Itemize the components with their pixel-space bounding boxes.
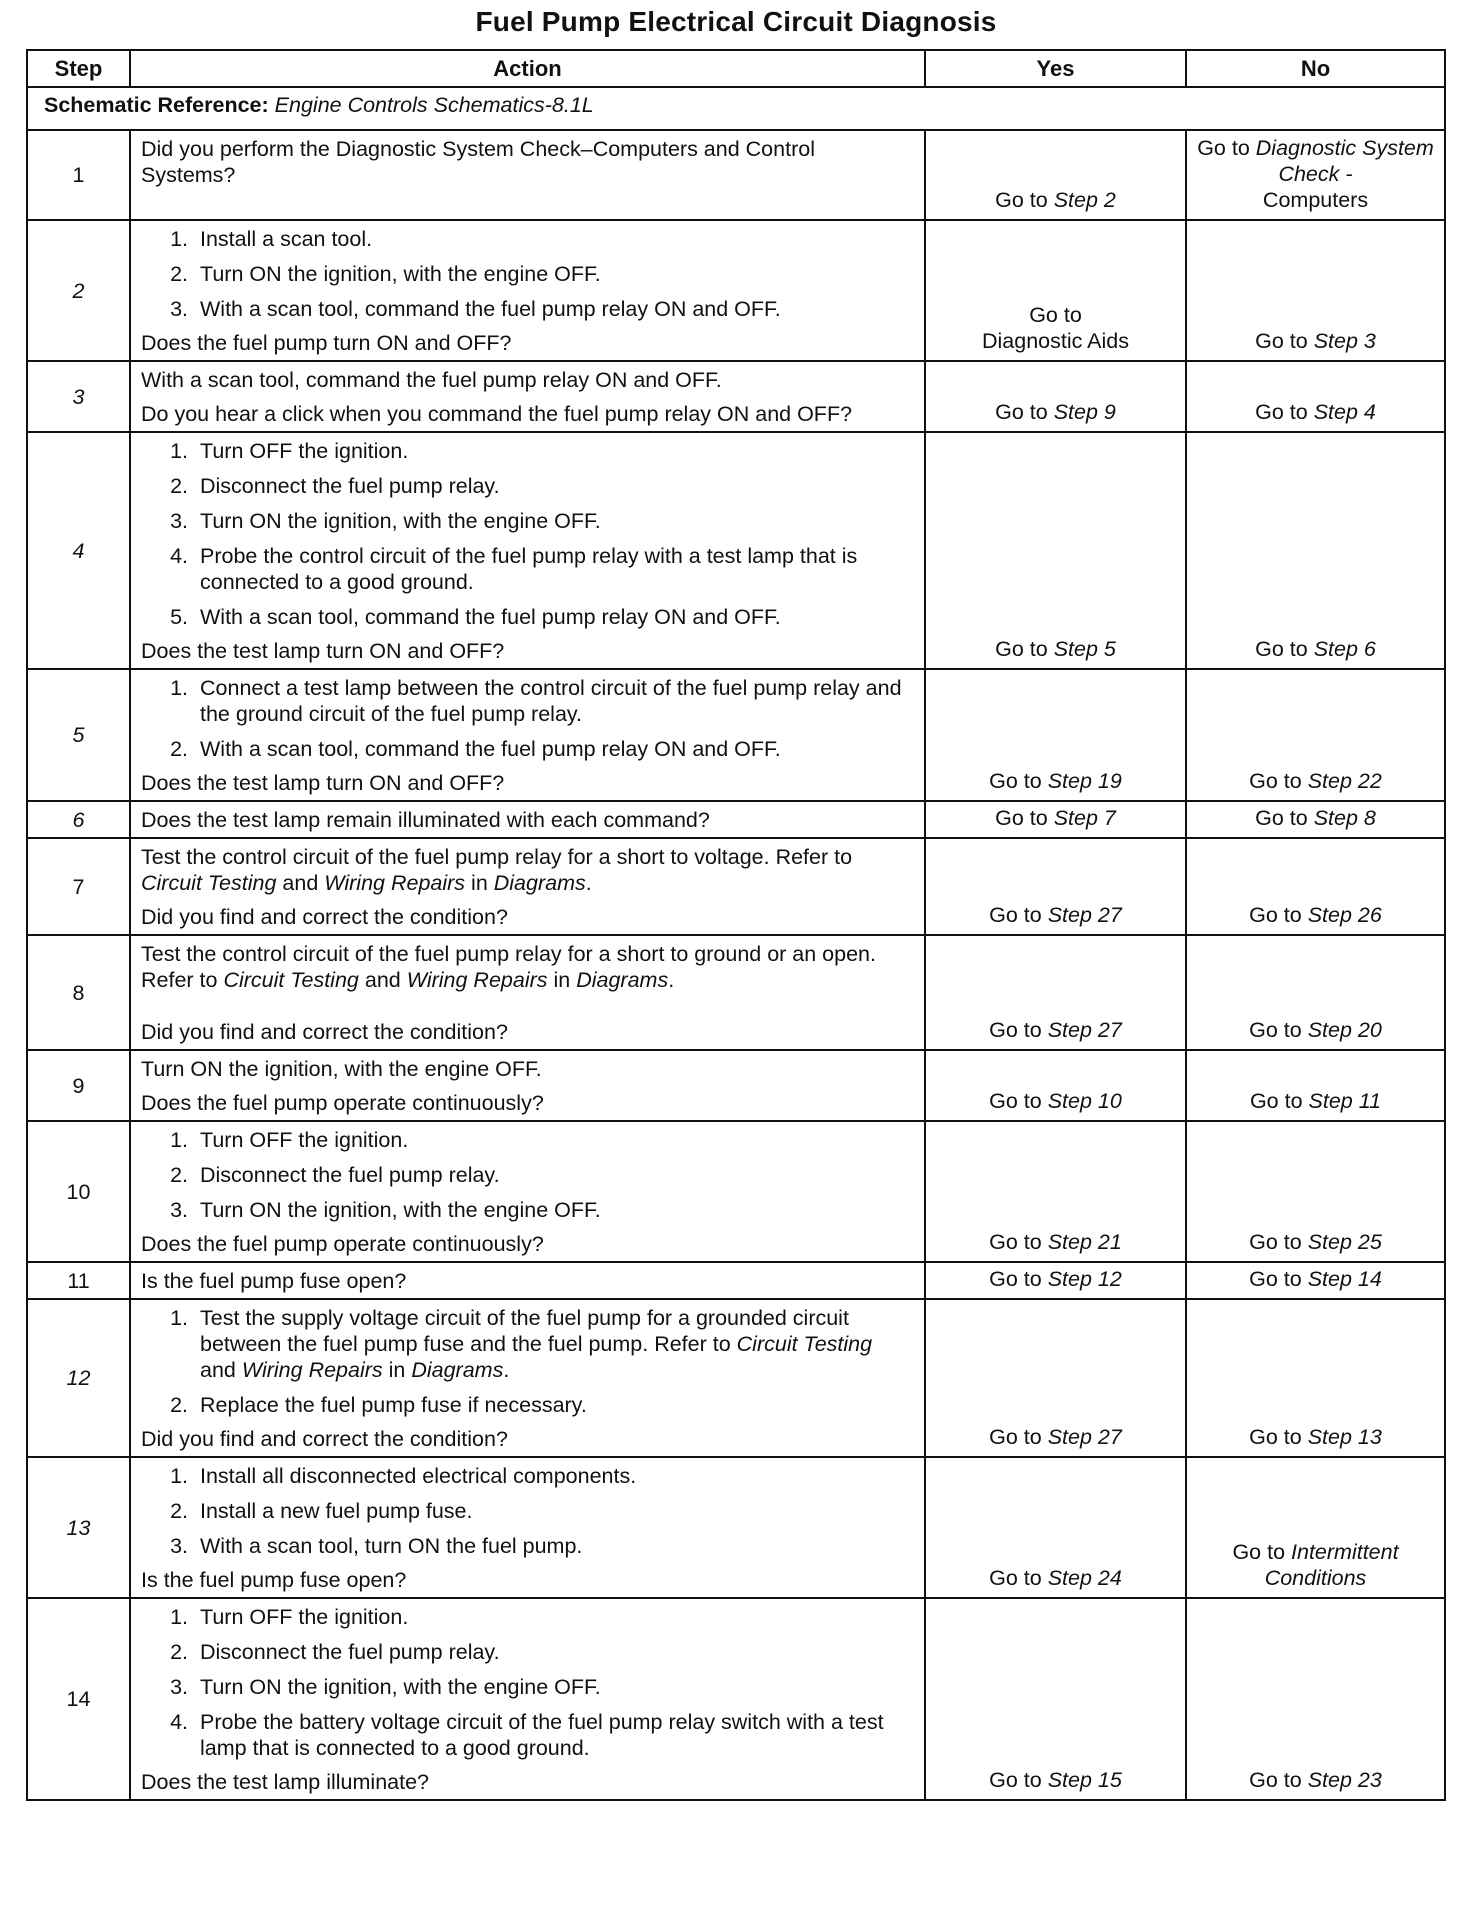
goto-target[interactable]: Step 5 xyxy=(1053,637,1116,661)
action-step: 1. Turn OFF the ignition. xyxy=(194,1127,912,1153)
goto-prefix: Go to xyxy=(989,1768,1042,1792)
goto-target[interactable]: Step 9 xyxy=(1053,400,1116,424)
action-steps-list xyxy=(141,1127,912,1223)
action-cell xyxy=(130,432,925,669)
goto-target[interactable]: Step 25 xyxy=(1307,1230,1382,1254)
action-steps-list xyxy=(141,438,912,630)
action-cell xyxy=(130,361,925,432)
diagnosis-table xyxy=(26,49,1446,1801)
step-number: 4 xyxy=(27,432,130,669)
action-step: 2. Disconnect the fuel pump relay. xyxy=(194,1639,912,1665)
no-cell xyxy=(1186,1457,1445,1598)
action-step: 1. Connect a test lamp between the control circuit of the fuel pump relay and the ground circuit of the fuel pump relay. xyxy=(194,675,912,727)
action-step: 4. Probe the battery voltage circuit of the fuel pump relay switch with a test lamp that is connected to a good ground. xyxy=(194,1709,912,1761)
goto-prefix: Go to xyxy=(995,188,1048,212)
yes-cell xyxy=(925,432,1186,669)
table-row xyxy=(27,801,1445,838)
action-steps-list xyxy=(141,1305,912,1418)
action-cell xyxy=(130,801,925,838)
goto-prefix: Go to xyxy=(995,806,1048,830)
action-cell xyxy=(130,935,925,1050)
goto-prefix: Go to xyxy=(1249,1267,1302,1291)
goto-target[interactable]: Step 27 xyxy=(1047,903,1122,927)
yes-cell xyxy=(925,1262,1186,1299)
no-cell xyxy=(1186,1598,1445,1800)
action-step: 2. With a scan tool, command the fuel pump relay ON and OFF. xyxy=(194,736,912,762)
action-question: Is the fuel pump fuse open? xyxy=(141,1269,407,1293)
step-number: 3 xyxy=(27,361,130,432)
action-step: 2. Replace the fuel pump fuse if necessary. xyxy=(194,1392,912,1418)
header-yes: Yes xyxy=(925,50,1186,87)
action-steps-list xyxy=(141,1463,912,1559)
action-cell xyxy=(130,669,925,801)
goto-target[interactable]: Step 19 xyxy=(1047,769,1122,793)
schematic-value: Engine Controls Schematics-8.1L xyxy=(274,93,594,117)
page-title: Fuel Pump Electrical Circuit Diagnosis xyxy=(475,6,997,37)
action-instruction: Turn ON the ignition, with the engine OFF. xyxy=(141,1057,542,1081)
step-number: 7 xyxy=(27,838,130,935)
action-step: 3. With a scan tool, command the fuel pump relay ON and OFF. xyxy=(194,296,912,322)
action-cell xyxy=(130,220,925,361)
action-step: 3. Turn ON the ignition, with the engine OFF. xyxy=(194,1674,912,1700)
goto-prefix: Go to xyxy=(1249,1768,1302,1792)
goto-suffix[interactable]: Diagnostic Aids xyxy=(982,329,1129,353)
table-row xyxy=(27,669,1445,801)
step-number: 14 xyxy=(27,1598,130,1800)
yes-cell xyxy=(925,1050,1186,1121)
yes-cell xyxy=(925,361,1186,432)
schematic-reference xyxy=(27,87,1445,130)
yes-cell xyxy=(925,669,1186,801)
action-question: Does the test lamp turn ON and OFF? xyxy=(141,639,505,663)
action-question: Does the fuel pump operate continuously? xyxy=(141,1232,544,1256)
goto-prefix: Go to xyxy=(989,1425,1042,1449)
yes-cell xyxy=(925,801,1186,838)
header-action: Action xyxy=(130,50,925,87)
goto-prefix: Go to xyxy=(1255,806,1308,830)
goto-target[interactable]: Step 27 xyxy=(1047,1018,1122,1042)
goto-target[interactable]: Step 24 xyxy=(1047,1566,1122,1590)
no-cell xyxy=(1186,361,1445,432)
goto-target[interactable]: Step 2 xyxy=(1053,188,1116,212)
action-step: 4. Probe the control circuit of the fuel pump relay with a test lamp that is connected to a good ground. xyxy=(194,543,912,595)
header-row xyxy=(27,50,1445,87)
action-steps-list xyxy=(141,675,912,762)
table-row xyxy=(27,935,1445,1050)
action-question: Does the fuel pump operate continuously? xyxy=(141,1091,544,1115)
action-step: 3. Turn ON the ignition, with the engine OFF. xyxy=(194,508,912,534)
goto-prefix: Go to xyxy=(989,1267,1042,1291)
action-step: 2. Install a new fuel pump fuse. xyxy=(194,1498,912,1524)
action-step: 1. Install a scan tool. xyxy=(194,226,912,252)
no-cell xyxy=(1186,838,1445,935)
no-cell xyxy=(1186,1121,1445,1262)
action-question: Does the fuel pump turn ON and OFF? xyxy=(141,331,512,355)
action-cell xyxy=(130,1457,925,1598)
goto-prefix: Go to xyxy=(1255,329,1308,353)
yes-cell xyxy=(925,1299,1186,1457)
goto-prefix: Go to xyxy=(989,903,1042,927)
action-question: Did you find and correct the condition? xyxy=(141,905,508,929)
step-number: 2 xyxy=(27,220,130,361)
action-instruction: With a scan tool, command the fuel pump relay ON and OFF. xyxy=(141,368,722,392)
goto-target[interactable]: Step 11 xyxy=(1308,1089,1382,1113)
no-cell xyxy=(1186,1050,1445,1121)
schematic-label: Schematic Reference: xyxy=(44,93,269,117)
step-number: 1 xyxy=(27,130,130,220)
no-cell xyxy=(1186,220,1445,361)
table-row xyxy=(27,1299,1445,1457)
no-cell xyxy=(1186,669,1445,801)
goto-target[interactable]: Step 3 xyxy=(1313,329,1376,353)
action-cell xyxy=(130,1262,925,1299)
spacer xyxy=(141,993,912,1019)
goto-target[interactable]: Step 14 xyxy=(1307,1267,1382,1291)
goto-prefix: Go to xyxy=(989,1089,1042,1113)
action-step: 1. Turn OFF the ignition. xyxy=(194,438,912,464)
no-cell xyxy=(1186,130,1445,220)
action-cell xyxy=(130,838,925,935)
goto-target[interactable]: Step 21 xyxy=(1047,1230,1122,1254)
yes-cell xyxy=(925,1121,1186,1262)
action-step: 2. Disconnect the fuel pump relay. xyxy=(194,1162,912,1188)
yes-cell xyxy=(925,1457,1186,1598)
goto-prefix: Go to xyxy=(1249,903,1302,927)
table-row xyxy=(27,432,1445,669)
action-cell xyxy=(130,1121,925,1262)
goto-prefix: Go to xyxy=(1255,400,1308,424)
goto-prefix: Go to xyxy=(1255,637,1308,661)
yes-cell xyxy=(925,1598,1186,1800)
step-number: 12 xyxy=(27,1299,130,1457)
header-no: No xyxy=(1186,50,1445,87)
action-question: Did you perform the Diagnostic System Check–Computers and Control Systems? xyxy=(141,137,815,187)
action-step: 3. Turn ON the ignition, with the engine OFF. xyxy=(194,1197,912,1223)
goto-prefix: Go to xyxy=(1249,1089,1303,1113)
no-cell xyxy=(1186,1299,1445,1457)
table-row xyxy=(27,1121,1445,1262)
no-cell xyxy=(1186,935,1445,1050)
step-number: 8 xyxy=(27,935,130,1050)
goto-target[interactable]: Intermittent Conditions xyxy=(1264,1540,1399,1590)
goto-target[interactable]: Step 8 xyxy=(1313,806,1376,830)
no-cell xyxy=(1186,801,1445,838)
step-number: 6 xyxy=(27,801,130,838)
goto-prefix: Go to xyxy=(1249,1230,1302,1254)
action-step: 1. Install all disconnected electrical components. xyxy=(194,1463,912,1489)
table-row xyxy=(27,130,1445,220)
action-step: 2. Disconnect the fuel pump relay. xyxy=(194,473,912,499)
yes-cell xyxy=(925,935,1186,1050)
action-step: 1. Test the supply voltage circuit of the fuel pump for a grounded circuit between the fuel pump fuse and the fuel pump. Refer to Circuit Testing and Wiring Repairs in Diagrams. xyxy=(194,1305,912,1383)
schematic-row xyxy=(27,87,1445,130)
no-cell xyxy=(1186,1262,1445,1299)
action-instruction: Test the control circuit of the fuel pump relay for a short to ground or an open. Refer to Circuit Testing and Wiring Repairs in Diagrams. xyxy=(141,942,876,992)
table-row xyxy=(27,220,1445,361)
goto-target[interactable]: Step 6 xyxy=(1313,637,1376,661)
action-question: Is the fuel pump fuse open? xyxy=(141,1568,407,1592)
step-number: 9 xyxy=(27,1050,130,1121)
step-number: 13 xyxy=(27,1457,130,1598)
table-row xyxy=(27,838,1445,935)
goto-prefix: Go to xyxy=(989,1230,1042,1254)
goto-prefix: Go to xyxy=(1029,303,1082,327)
goto-prefix: Go to xyxy=(1249,769,1302,793)
goto-target[interactable]: Diagnostic System Check - xyxy=(1255,136,1434,186)
no-cell xyxy=(1186,432,1445,669)
goto-prefix: Go to xyxy=(989,1018,1042,1042)
goto-prefix: Go to xyxy=(1249,1018,1302,1042)
goto-suffix[interactable]: Computers xyxy=(1262,188,1369,212)
table-row xyxy=(27,1598,1445,1800)
goto-target[interactable]: Step 15 xyxy=(1047,1768,1122,1792)
action-step: 1. Turn OFF the ignition. xyxy=(194,1604,912,1630)
step-number: 5 xyxy=(27,669,130,801)
action-cell xyxy=(130,1299,925,1457)
action-question: Does the test lamp illuminate? xyxy=(141,1770,430,1794)
goto-target[interactable]: Step 12 xyxy=(1047,1267,1122,1291)
yes-cell xyxy=(925,838,1186,935)
table-row xyxy=(27,1457,1445,1598)
action-step: 3. With a scan tool, turn ON the fuel pump. xyxy=(194,1533,912,1559)
goto-target[interactable]: Step 27 xyxy=(1047,1425,1122,1449)
goto-target[interactable]: Step 26 xyxy=(1307,903,1382,927)
action-question: Did you find and correct the condition? xyxy=(141,1020,508,1044)
goto-target[interactable]: Step 7 xyxy=(1053,806,1116,830)
goto-prefix: Go to xyxy=(1249,1425,1302,1449)
action-question: Do you hear a click when you command the fuel pump relay ON and OFF? xyxy=(141,402,853,426)
step-number: 11 xyxy=(27,1262,130,1299)
goto-prefix: Go to xyxy=(989,769,1042,793)
goto-prefix: Go to xyxy=(1197,136,1250,160)
header-step: Step xyxy=(27,50,130,87)
goto-prefix: Go to xyxy=(989,1566,1042,1590)
action-steps-list xyxy=(141,1604,912,1761)
goto-target[interactable]: Step 23 xyxy=(1307,1768,1382,1792)
yes-cell xyxy=(925,130,1186,220)
action-steps-list xyxy=(141,226,912,322)
action-cell xyxy=(130,1050,925,1121)
goto-target[interactable]: Step 13 xyxy=(1307,1425,1382,1449)
goto-target[interactable]: Step 20 xyxy=(1307,1018,1382,1042)
goto-prefix: Go to xyxy=(995,637,1048,661)
goto-prefix: Go to xyxy=(1232,1540,1286,1564)
action-cell xyxy=(130,1598,925,1800)
table-row xyxy=(27,361,1445,432)
goto-prefix: Go to xyxy=(995,400,1048,424)
action-question: Does the test lamp turn ON and OFF? xyxy=(141,771,505,795)
action-step: 2. Turn ON the ignition, with the engine OFF. xyxy=(194,261,912,287)
action-step: 5. With a scan tool, command the fuel pump relay ON and OFF. xyxy=(194,604,912,630)
goto-target[interactable]: Step 10 xyxy=(1047,1089,1122,1113)
table-row xyxy=(27,1050,1445,1121)
step-number: 10 xyxy=(27,1121,130,1262)
action-question: Did you find and correct the condition? xyxy=(141,1427,508,1451)
yes-cell xyxy=(925,220,1186,361)
goto-target[interactable]: Step 4 xyxy=(1313,400,1376,424)
action-instruction: Test the control circuit of the fuel pump relay for a short to voltage. Refer to Circuit Testing and Wiring Repairs in Diagrams. xyxy=(141,845,853,895)
action-cell xyxy=(130,130,925,220)
action-question: Does the test lamp remain illuminated with each command? xyxy=(141,808,710,832)
table-row xyxy=(27,1262,1445,1299)
goto-target[interactable]: Step 22 xyxy=(1307,769,1382,793)
